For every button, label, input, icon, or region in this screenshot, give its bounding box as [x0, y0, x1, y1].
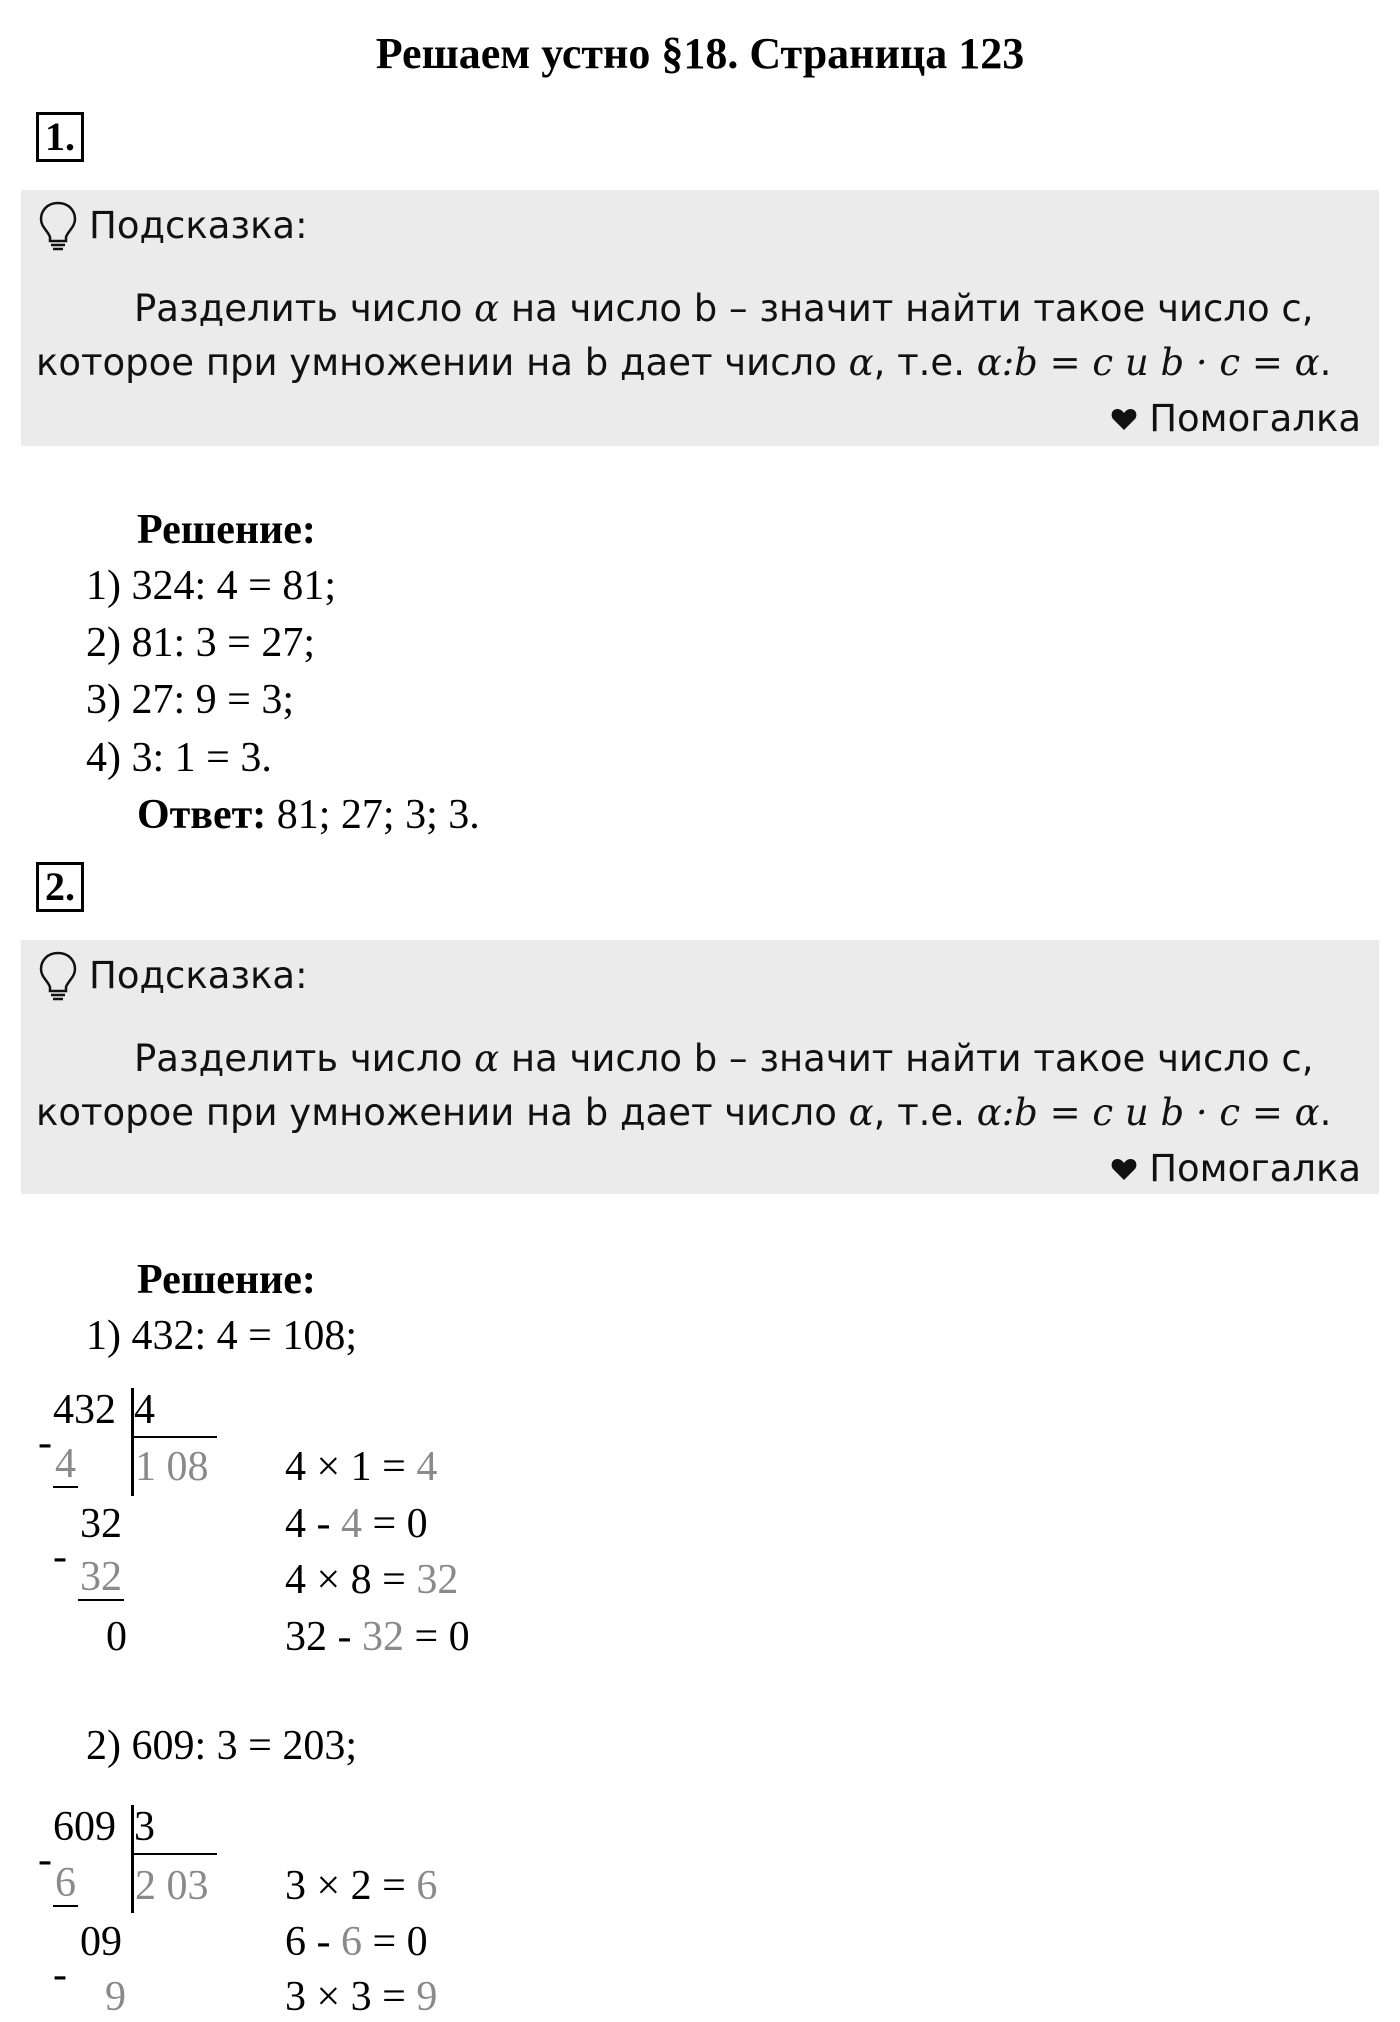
- task-number: 2.: [36, 862, 84, 912]
- divisor: 3: [134, 1804, 155, 1850]
- solution-step: 1) 324: 4 = 81;: [86, 563, 337, 609]
- calc-note: 4 × 1 = 4: [285, 1444, 438, 1490]
- calc-note: 3 × 2 = 6: [285, 1863, 438, 1909]
- quotient: 2 03: [135, 1863, 209, 1909]
- divisor: 4: [134, 1387, 155, 1433]
- hint-label: Подсказка:: [89, 954, 308, 997]
- calc-note: 3 × 3 = 9: [285, 1974, 438, 2020]
- heart-icon: [1111, 407, 1137, 431]
- solution-label: Решение:: [137, 507, 316, 553]
- solution-step: 1) 432: 4 = 108;: [86, 1313, 358, 1359]
- division-vertical-line: [131, 1805, 134, 1913]
- hint-formula: α:b = c и b · c = α: [976, 1091, 1320, 1134]
- solution-label: Решение:: [137, 1257, 316, 1303]
- calc-note: 6 - 6 = 0: [285, 1919, 428, 1965]
- calc-note: 4 - 4 = 0: [285, 1501, 428, 1547]
- division-horizontal-line: [131, 1436, 217, 1438]
- minus-sign: -: [53, 1952, 67, 1998]
- pomogalka-link[interactable]: Помогалка: [1111, 1144, 1361, 1194]
- answer: Ответ: 81; 27; 3; 3.: [137, 792, 480, 838]
- subtrahend: 6: [55, 1860, 76, 1906]
- hint-text-line2: которое при умножении на b дает число α, т.е. α:b = c и b · c = α.: [36, 1091, 1332, 1134]
- lightbulb-icon: [37, 200, 79, 252]
- hint-text-line1: Разделить число α на число b – значит найти такое число c,: [134, 1037, 1314, 1080]
- dividend: 432: [53, 1387, 116, 1433]
- heart-icon: [1111, 1157, 1137, 1181]
- hint-header: [37, 950, 308, 1002]
- hint-text-line1: Разделить число α на число b – значит найти такое число c,: [134, 287, 1314, 330]
- dividend: 609: [53, 1804, 116, 1850]
- hint-text-line2: которое при умножении на b дает число α, т.е. α:b = c и b · c = α.: [36, 341, 1332, 384]
- calc-note: 32 - 32 = 0: [285, 1614, 470, 1660]
- subtrahend: 4: [55, 1441, 76, 1487]
- minus-sign: -: [38, 1837, 52, 1883]
- minus-sign: -: [53, 1534, 67, 1580]
- subtrahend: 32: [80, 1554, 122, 1600]
- solution-step: 4) 3: 1 = 3.: [86, 735, 272, 781]
- division-horizontal-line: [131, 1853, 217, 1855]
- hint-box: [21, 190, 1379, 446]
- solution-step: 2) 81: 3 = 27;: [86, 620, 316, 666]
- hint-box: [21, 940, 1379, 1194]
- remainder: 0: [106, 1614, 127, 1660]
- hint-formula: α:b = c и b · c = α: [976, 341, 1320, 384]
- task-number: 1.: [36, 112, 84, 162]
- remainder: 32: [80, 1501, 122, 1547]
- minus-sign: -: [38, 1420, 52, 1466]
- page-title: Решаем устно §18. Страница 123: [375, 29, 1025, 78]
- pomogalka-link[interactable]: Помогалка: [1111, 394, 1361, 444]
- solution-step: 3) 27: 9 = 3;: [86, 677, 295, 723]
- calc-note: 4 × 8 = 32: [285, 1557, 459, 1603]
- division-vertical-line: [131, 1388, 134, 1496]
- solution-step: 2) 609: 3 = 203;: [86, 1723, 358, 1769]
- hint-header: [37, 200, 308, 252]
- lightbulb-icon: [37, 950, 79, 1002]
- quotient: 1 08: [135, 1444, 209, 1490]
- hint-label: Подсказка:: [89, 204, 308, 247]
- remainder: 09: [80, 1919, 122, 1965]
- subtrahend: 9: [105, 1974, 126, 2020]
